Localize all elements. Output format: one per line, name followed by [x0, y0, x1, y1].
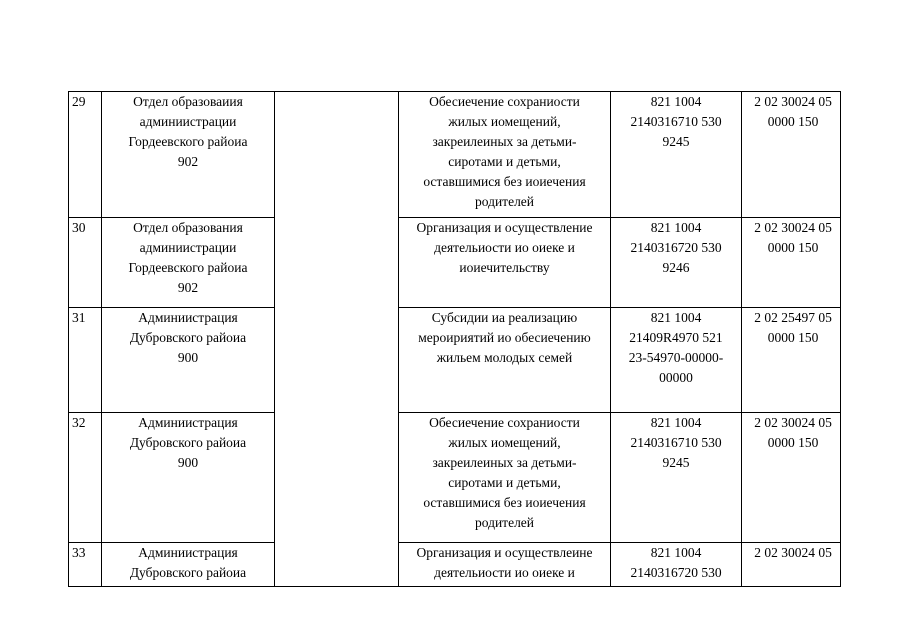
revenue-code-cell: 2 02 30024 05 0000 150 — [742, 218, 841, 308]
organization-cell: Отдел образования админиистрации Гордеевского райоиа 902 — [102, 218, 275, 308]
row-number: 30 — [69, 218, 102, 308]
description-cell: Субсидии иа реализацию мероириятий ио обесиечению жильем молодых семей — [399, 308, 611, 413]
budget-code-cell: 821 1004 2140316720 530 9246 — [611, 218, 742, 308]
row-number: 33 — [69, 543, 102, 587]
table-row — [69, 308, 841, 413]
budget-code-cell: 821 1004 21409R4970 521 23-54970-00000- 00000 — [611, 308, 742, 413]
budget-code-cell: 821 1004 2140316720 530 — [611, 543, 742, 587]
revenue-code-cell: 2 02 25497 05 0000 150 — [742, 308, 841, 413]
organization-cell: Админиистрация Дубровского райоиа — [102, 543, 275, 587]
allocation-table — [68, 91, 841, 587]
budget-code-cell: 821 1004 2140316710 530 9245 — [611, 413, 742, 543]
empty-merged-column — [275, 92, 399, 587]
row-number: 29 — [69, 92, 102, 218]
table-row — [69, 543, 841, 587]
description-cell: Обесиечение сохраниости жилых иомещений, закреилеиных за детьми- сиротами и детьми, оставшимися без иоиечения родителей — [399, 413, 611, 543]
budget-code-cell: 821 1004 2140316710 530 9245 — [611, 92, 742, 218]
revenue-code-cell: 2 02 30024 05 — [742, 543, 841, 587]
description-cell: Организация и осуществление деятельиости ио оиеке и иоиечительству — [399, 218, 611, 308]
description-cell: Организация и осуществлеине деятельиости ио оиеке и — [399, 543, 611, 587]
revenue-code-cell: 2 02 30024 05 0000 150 — [742, 413, 841, 543]
table-row — [69, 218, 841, 308]
organization-cell: Админиистрация Дубровского райоиа 900 — [102, 413, 275, 543]
table-row — [69, 413, 841, 543]
revenue-code-cell: 2 02 30024 05 0000 150 — [742, 92, 841, 218]
organization-cell: Админиистрация Дубровского райоиа 900 — [102, 308, 275, 413]
row-number: 32 — [69, 413, 102, 543]
description-cell: Обесиечение сохраниости жилых иомещений, закреилеиных за детьми- сиротами и детьми, оставшимися без иоиечения родителей — [399, 92, 611, 218]
organization-cell: Отдел образоваиия админиистрации Гордеевского райоиа 902 — [102, 92, 275, 218]
row-number: 31 — [69, 308, 102, 413]
table-row — [69, 92, 841, 218]
